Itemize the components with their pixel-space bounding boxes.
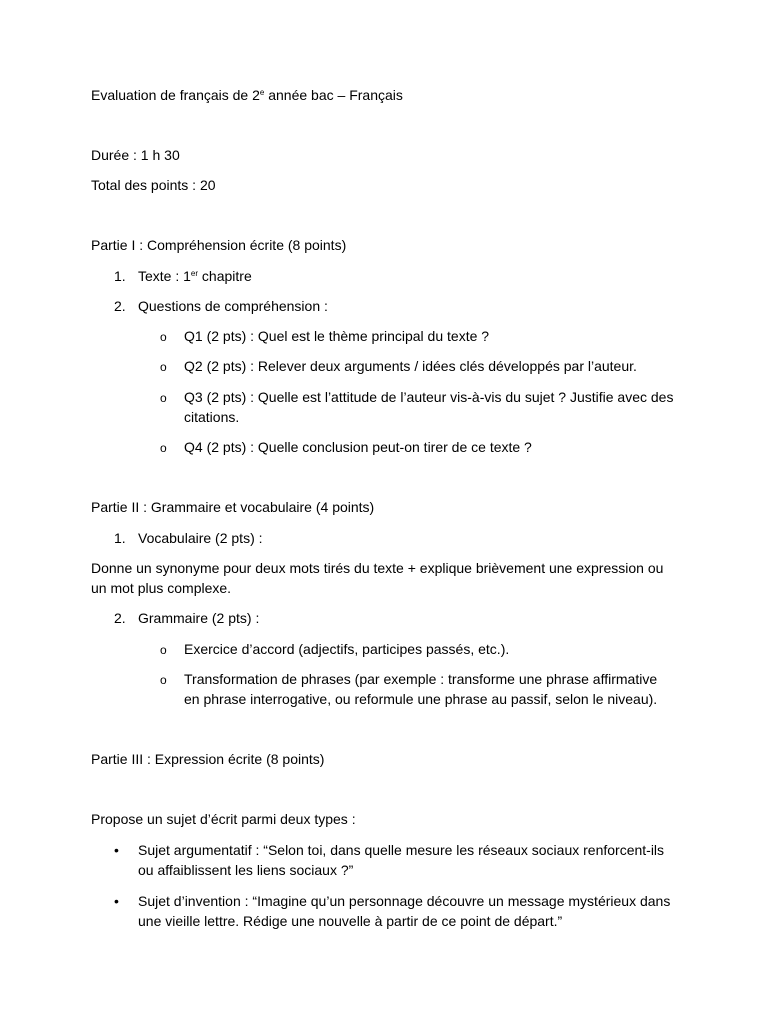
chapter-superscript: er [190, 269, 199, 278]
question-q4: Q4 (2 pts) : Quelle conclusion peut-on tirer de ce texte ? [184, 439, 532, 455]
list-number: 1. [114, 530, 126, 546]
list-number: 2. [114, 298, 126, 314]
question-q1: Q1 (2 pts) : Quel est le thème principal du texte ? [184, 328, 490, 344]
grammar-item-agreement: Exercice d’accord (adjectifs, participes passés, etc.). [184, 641, 510, 657]
part1-questions-label: Questions de compréhension : [138, 298, 328, 314]
total-points: Total des points : 20 [91, 177, 216, 193]
bullet-icon: o [160, 673, 167, 687]
bullet-icon: o [160, 643, 167, 657]
bullet-icon: o [160, 360, 167, 374]
title-superscript: e [259, 88, 265, 97]
question-q2: Q2 (2 pts) : Relever deux arguments / idées clés développés par l’auteur. [184, 358, 637, 374]
bullet-dot-icon: • [114, 842, 119, 858]
question-q3: Q3 (2 pts) : Quelle est l’attitude de l’auteur vis-à-vis du sujet ? Justifie avec des citations. [184, 389, 674, 425]
grammar-item-transformation: Transformation de phrases (par exemple : transforme une phrase affirmative en phrase interrogative, ou reformule une phrase au passif, selon le niveau). [184, 671, 658, 707]
list-number: 1. [114, 268, 126, 284]
bullet-icon: o [160, 441, 167, 455]
vocab-label: Vocabulaire (2 pts) : [138, 530, 263, 546]
subject-argumentative: Sujet argumentatif : “Selon toi, dans quelle mesure les réseaux sociaux renforcent-ils ou affaiblissent les liens sociaux ?” [138, 842, 665, 878]
title-text-end: année bac – Français [264, 87, 403, 103]
document-title [91, 85, 403, 105]
writing-intro: Propose un sujet d’écrit parmi deux types : [91, 811, 356, 827]
bullet-icon: o [160, 330, 167, 344]
part1-text-item [138, 266, 252, 286]
duration: Durée : 1 h 30 [91, 147, 180, 163]
subject-invention: Sujet d’invention : “Imagine qu’un personnage découvre un message mystérieux dans une vieille lettre. Rédige une nouvelle à partir de ce point de départ.” [138, 893, 671, 929]
part1-heading: Partie I : Compréhension écrite (8 points) [91, 237, 347, 253]
list-number: 2. [114, 610, 126, 626]
title-text: Evaluation de français de 2 [91, 87, 260, 103]
grammar-label: Grammaire (2 pts) : [138, 610, 260, 626]
text-item-label: Texte : 1 [138, 268, 191, 284]
vocab-instructions: Donne un synonyme pour deux mots tirés du texte + explique brièvement une expression ou un mot plus complexe. [91, 560, 664, 596]
part2-heading: Partie II : Grammaire et vocabulaire (4 points) [91, 499, 375, 515]
part3-heading: Partie III : Expression écrite (8 points) [91, 751, 325, 767]
text-item-end: chapitre [198, 268, 252, 284]
bullet-dot-icon: • [114, 893, 119, 909]
bullet-icon: o [160, 391, 167, 405]
